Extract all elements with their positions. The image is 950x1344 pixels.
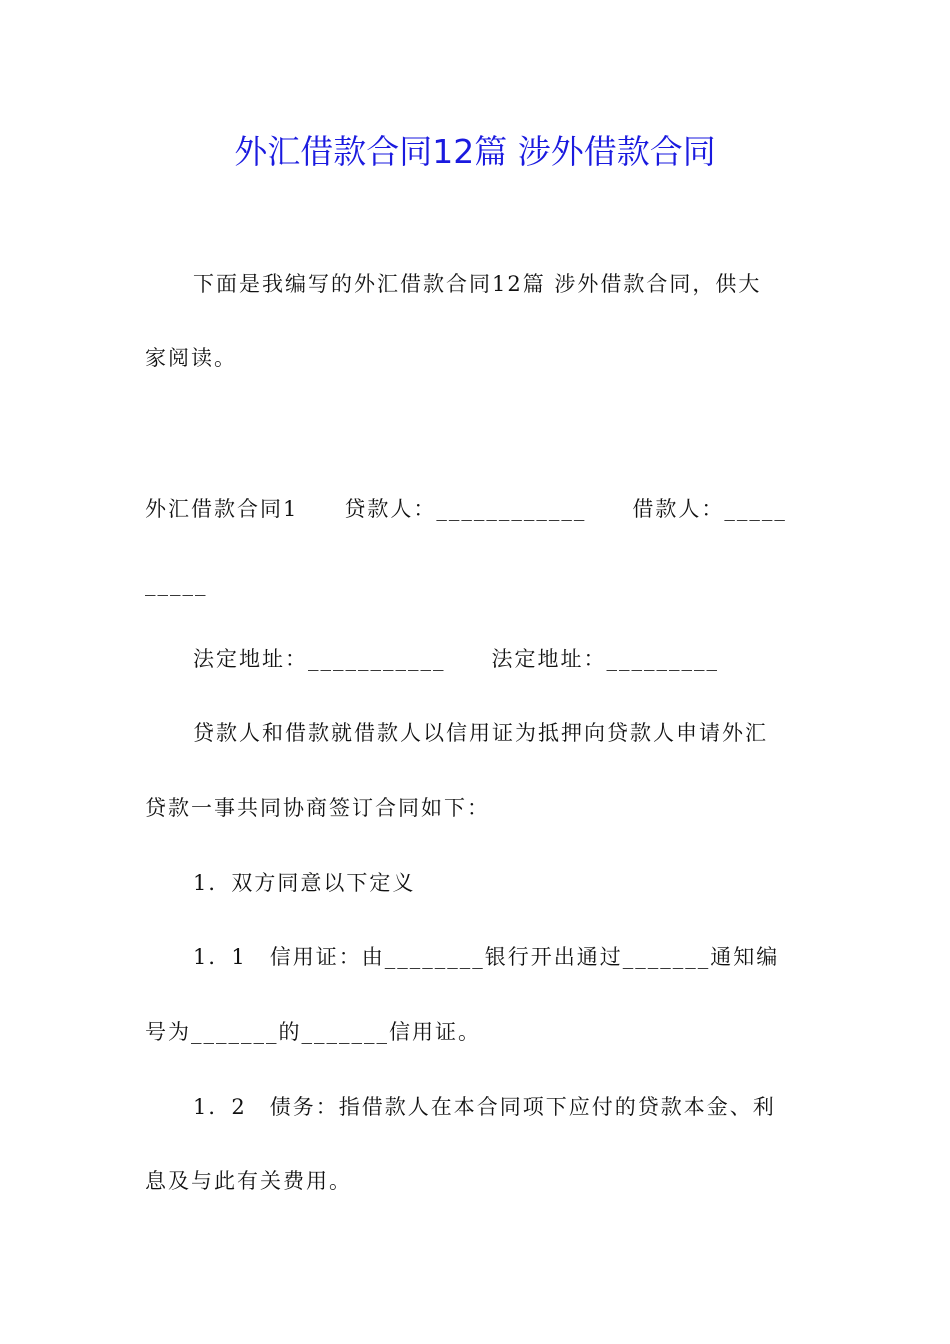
section-1-title: 1．双方同意以下定义 xyxy=(193,871,416,895)
intro-line-2: 家阅读。 xyxy=(145,346,237,370)
address-line: 法定地址：___________ 法定地址：_________ xyxy=(193,647,719,671)
item-1-1-line-1: 1．1 信用证：由________银行开出通过_______通知编 xyxy=(193,945,780,969)
intro-line-1: 下面是我编写的外汇借款合同12篇 涉外借款合同，供大 xyxy=(193,272,762,296)
contract-heading-line-1: 外汇借款合同1 贷款人：____________ 借款人：_____ xyxy=(145,497,787,521)
preamble-line-1: 贷款人和借款就借款人以信用证为抵押向贷款人申请外汇 xyxy=(193,721,768,745)
preamble-line-2: 贷款一事共同协商签订合同如下： xyxy=(145,796,490,820)
item-1-2-line-2: 息及与此有关费用。 xyxy=(145,1169,352,1193)
item-1-2-line-1: 1．2 债务：指借款人在本合同项下应付的贷款本金、利 xyxy=(193,1095,776,1119)
document-title: 外汇借款合同12篇 涉外借款合同 xyxy=(234,132,716,171)
contract-heading-line-2: _____ xyxy=(145,572,208,596)
item-1-1-line-2: 号为_______的_______信用证。 xyxy=(145,1020,481,1044)
